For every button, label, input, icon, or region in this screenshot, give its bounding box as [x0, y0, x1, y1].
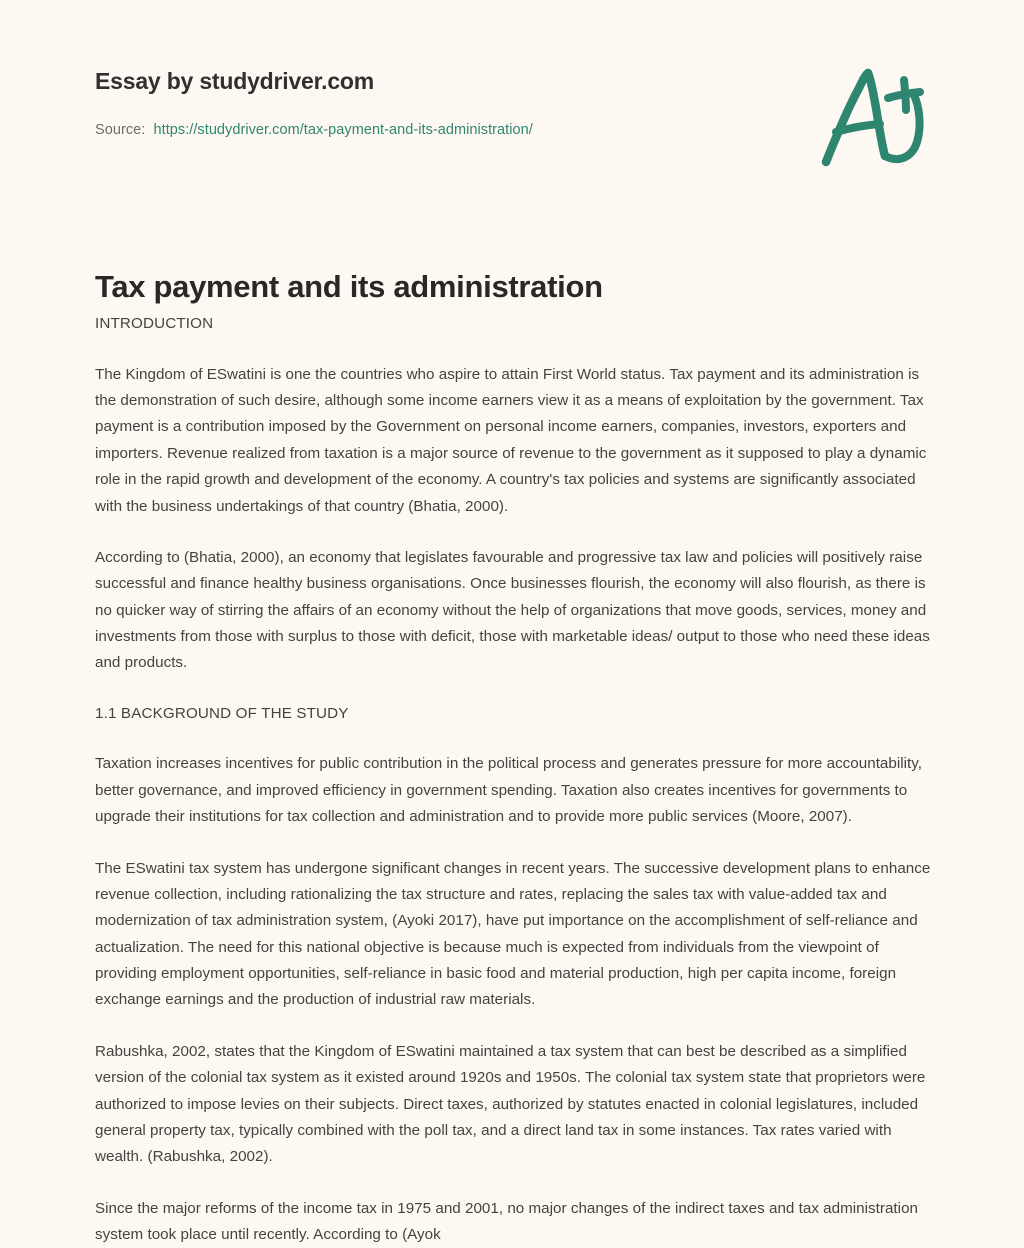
section-heading: 1.1 BACKGROUND OF THE STUDY [95, 704, 349, 722]
essay-body [95, 312, 933, 1248]
body-paragraph: Since the major reforms of the income tax in 1975 and 2001, no major changes of the indirect taxes and tax administration system took place until recently. According to (Ayok [95, 1199, 919, 1243]
source-url-link[interactable]: https://studydriver.com/tax-payment-and-its-administration/ [153, 122, 533, 138]
body-paragraph: Rabushka, 2002, states that the Kingdom of ESwatini maintained a tax system that can best be described as a simplified version of the colonial tax system as it existed around 1920s and 1950s. The colonial tax system state that proprietors were authorized to impose levies on their subjects. Direct taxes, authorized by statutes enacted in colonial legislatures, included general property tax, typically combined with the poll tax, and a direct land tax in some instances. Tax rates varied with wealth. (Rabushka, 2002). [95, 1042, 926, 1166]
source-label: Source: [95, 122, 146, 138]
page-header [0, 0, 1024, 190]
brand-title: Essay by studydriver.com [95, 68, 375, 94]
source-line [95, 122, 533, 138]
page-title: Tax payment and its administration [95, 268, 603, 304]
body-paragraph: The Kingdom of ESwatini is one the countries who aspire to attain First World status. Tax payment and its administration is the demonstration of such desire, although some income earners view it as a means of exploitation by the government. Tax payment is a contribution imposed by the Government on personal income earners, companies, investors, exporters and importers. Revenue realized from taxation is a major source of revenue to the government as it supposed to play a dynamic role in the rapid growth and development of the economy. A country's tax policies and systems are significantly associated with the business undertakings of that country (Bhatia, 2000). [95, 365, 927, 515]
a-plus-logo-icon [806, 62, 936, 174]
body-paragraph: Taxation increases incentives for public contribution in the political process and generates pressure for more accountability, better governance, and improved efficiency in government spending. Taxation also creates incentives for governments to upgrade their institutions for tax collection and administration and to provide more public services (Moore, 2007). [95, 755, 923, 826]
body-paragraph: According to (Bhatia, 2000), an economy that legislates favourable and progressive tax law and policies will positively raise successful and finance healthy business organisations. Once businesses flourish, the economy will also flourish, as there is no quicker way of stirring the affairs of an economy without the help of organizations that move goods, services, money and investments from those with surplus to those with deficit, those with marketable ideas/ output to those who need these ideas and products. [95, 548, 930, 672]
body-paragraph: The ESwatini tax system has undergone significant changes in recent years. The successive development plans to enhance revenue collection, including rationalizing the tax structure and rates, replacing the sales tax with value-added tax and modernization of tax administration system, (Ayoki 2017), have put importance on the accomplishment of self-reliance and actualization. The need for this national objective is because much is expected from individuals from the viewpoint of providing employment opportunities, self-reliance in basic food and material production, high per capita income, foreign exchange earnings and the production of industrial raw materials. [95, 859, 931, 1009]
section-heading: INTRODUCTION [95, 315, 214, 332]
